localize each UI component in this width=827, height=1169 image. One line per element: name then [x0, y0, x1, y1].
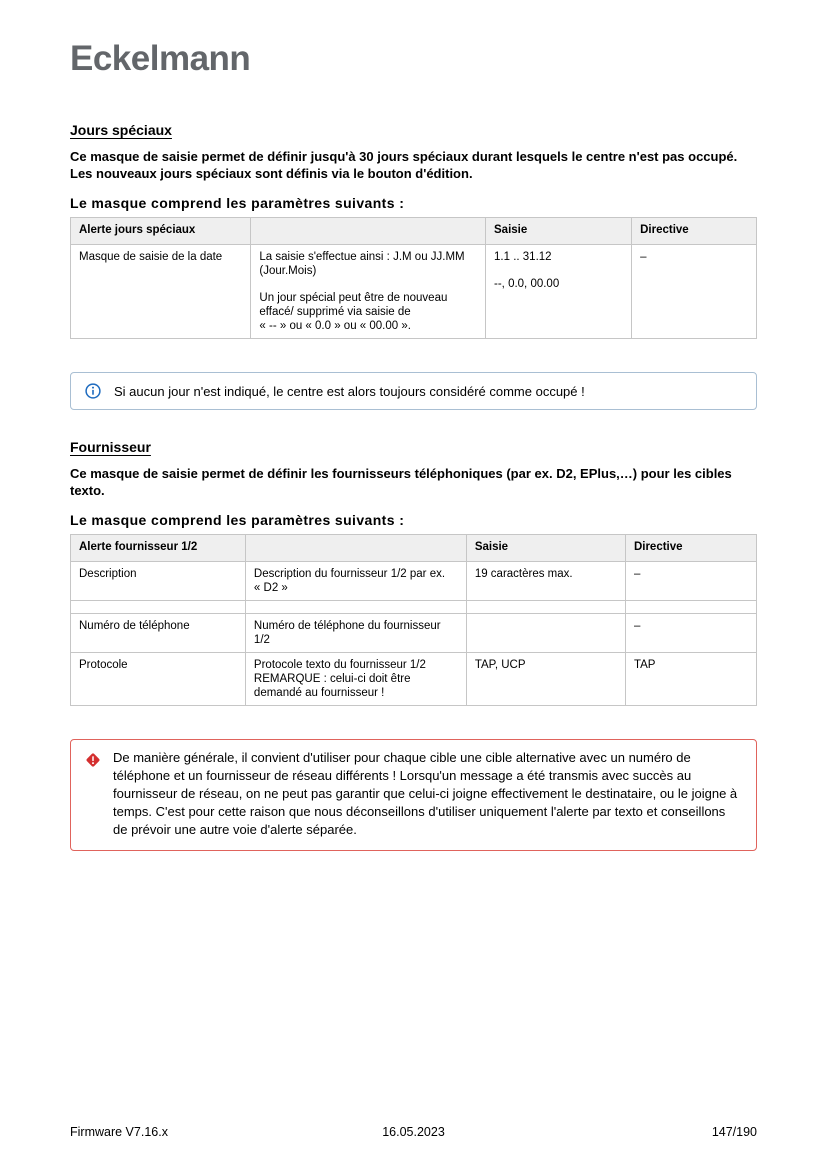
- cell-description: La saisie s'effectue ainsi : J.M ou JJ.MM (Jour.Mois) Un jour spécial peut être de nouveau effacé/ supprimé via saisie de « -- » ou « 0.0 » ou « 00.00 ».: [251, 245, 486, 339]
- cell-directive: –: [625, 562, 756, 601]
- jours-speciaux-table: [70, 217, 757, 339]
- table-spacer-row: [71, 601, 757, 614]
- table-header-row: [71, 535, 757, 562]
- eckelmann-logo: Eckelmann: [70, 39, 251, 78]
- column-header-saisie: Saisie: [486, 218, 632, 245]
- cell-param: Masque de saisie de la date: [71, 245, 251, 339]
- warning-note-box: [70, 739, 757, 851]
- jours-speciaux-intro: Ce masque de saisie permet de définir jusqu'à 30 jours spéciaux durant lesquels le centre n'est pas occupé. Les nouveaux jours spéciaux sont définis via le bouton d'édition.: [70, 149, 738, 181]
- cell-directive: –: [625, 614, 756, 653]
- table-row: [71, 245, 757, 339]
- cell-saisie: 1.1 .. 31.12 --, 0.0, 00.00: [486, 245, 632, 339]
- cell-param: Description: [71, 562, 246, 601]
- footer-page-number: 147/190: [711, 1125, 757, 1139]
- cell-param: Numéro de téléphone: [71, 614, 246, 653]
- column-header-directive: Directive: [625, 535, 756, 562]
- section-title-fournisseur: Fournisseur: [70, 439, 151, 455]
- cell-saisie: [466, 614, 625, 653]
- jours-speciaux-table-lead: Le masque comprend les paramètres suivants :: [70, 195, 405, 211]
- column-header-directive: Directive: [632, 218, 757, 245]
- table-row: [71, 614, 757, 653]
- section-title-jours-speciaux: Jours spéciaux: [70, 122, 172, 138]
- cell-description: Protocole texto du fournisseur 1/2 REMARQUE : celui-ci doit être demandé au fournisseur !: [245, 653, 466, 706]
- page-footer: [70, 1125, 757, 1139]
- footer-date: 16.05.2023: [382, 1125, 445, 1139]
- cell-param: Protocole: [71, 653, 246, 706]
- info-icon: [85, 383, 101, 399]
- table-row: [71, 562, 757, 601]
- fournisseur-table: [70, 534, 757, 706]
- cell-description: Numéro de téléphone du fournisseur 1/2: [245, 614, 466, 653]
- footer-firmware-version: Firmware V7.16.x: [70, 1125, 168, 1139]
- cell-directive: TAP: [625, 653, 756, 706]
- cell-description: Description du fournisseur 1/2 par ex. « D2 »: [245, 562, 466, 601]
- warning-icon: [85, 752, 101, 768]
- column-header-empty: [251, 218, 486, 245]
- table-header-row: [71, 218, 757, 245]
- info-note-text: Si aucun jour n'est indiqué, le centre est alors toujours considéré comme occupé !: [114, 383, 585, 399]
- cell-directive: –: [632, 245, 757, 339]
- fournisseur-intro: Ce masque de saisie permet de définir les fournisseurs téléphoniques (par ex. D2, EPlus,…) pour les cibles texto.: [70, 466, 732, 498]
- warning-note-text: De manière générale, il convient d'utiliser pour chaque cible une cible alternative avec un numéro de téléphone et un fournisseur de réseau différents ! Lorsqu'un message a été transmis avec succès au fournisseur de réseau, on ne peut pas garantir que celui-ci joigne effectivement le destinataire, ou le joigne à temps. C'est pour cette raison que nous déconseillons d'utiliser uniquement l'alerte par texto et conseillons de prévoir une autre voie d'alerte séparée.: [113, 750, 738, 837]
- info-note-box: [70, 372, 757, 410]
- cell-saisie: 19 caractères max.: [466, 562, 625, 601]
- column-header-param: Alerte jours spéciaux: [71, 218, 251, 245]
- column-header-saisie: Saisie: [466, 535, 625, 562]
- fournisseur-table-lead: Le masque comprend les paramètres suivants :: [70, 512, 405, 528]
- column-header-empty: [245, 535, 466, 562]
- column-header-param: Alerte fournisseur 1/2: [71, 535, 246, 562]
- table-row: [71, 653, 757, 706]
- cell-saisie: TAP, UCP: [466, 653, 625, 706]
